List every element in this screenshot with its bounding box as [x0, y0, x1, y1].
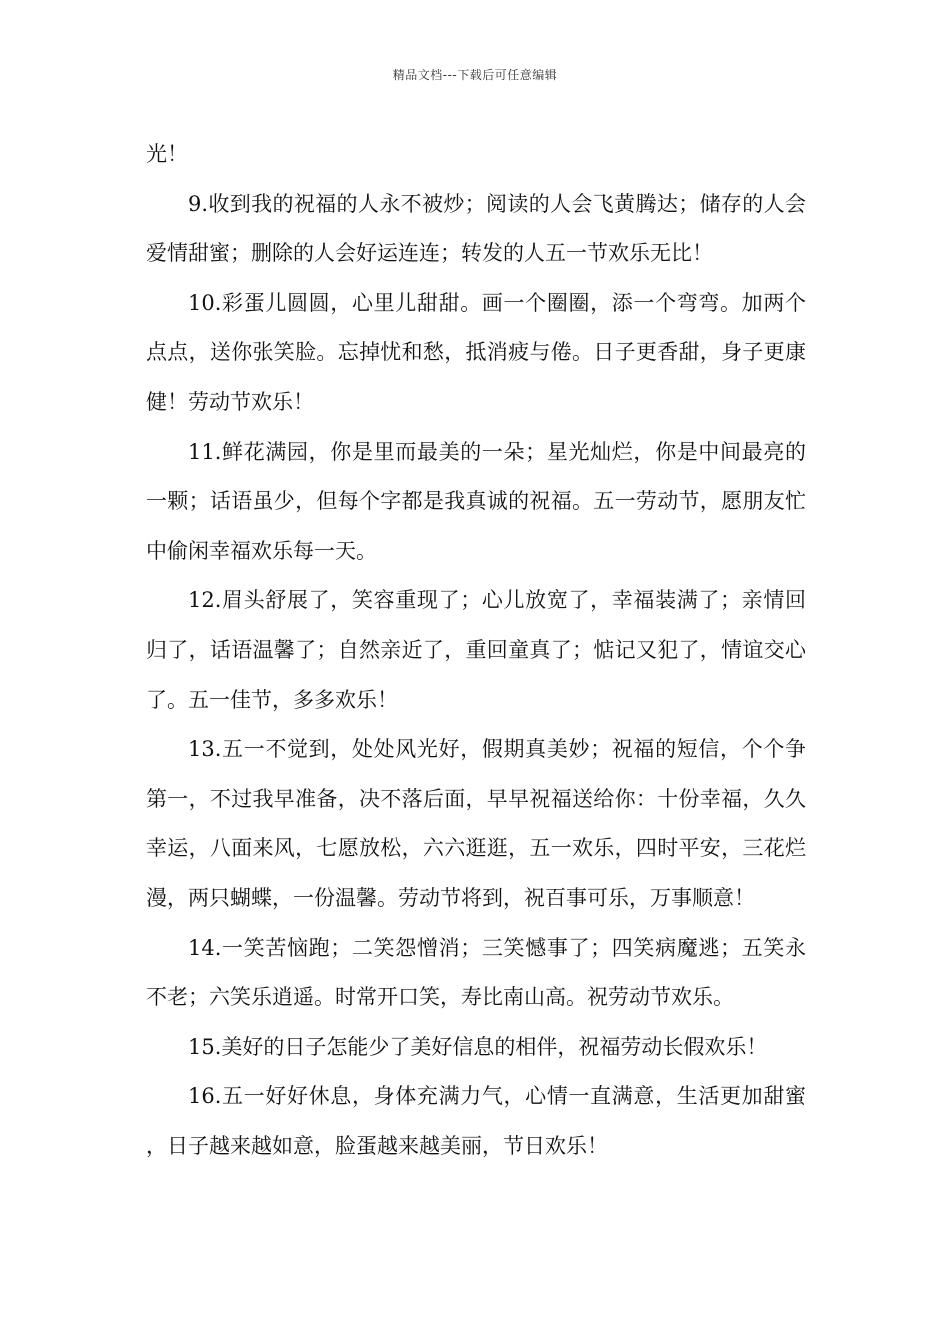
paragraph-item-9: 9.收到我的祝福的人永不被炒；阅读的人会飞黄腾达；储存的人会爱情甜蜜；删除的人会好运连连；转发的人五一节欢乐无比！ — [146, 191, 806, 266]
paragraph-item-13: 13.五一不觉到，处处风光好，假期真美妙；祝福的短信，个个争第一，不过我早准备，决不落后面，早早祝福送给你：十份幸福，久久幸运，八面来风，七愿放松，六六逛逛，五一欢乐，四时平安，三花烂漫，两只蝴蝶，一份温馨。劳动节将到，祝百事可乐，万事顺意！ — [146, 737, 806, 910]
paragraph-item-15: 15.美好的日子怎能少了美好信息的相伴，祝福劳动长假欢乐！ — [188, 1034, 768, 1059]
document-body — [146, 130, 806, 1171]
paragraph-continuation: 光！ — [146, 142, 188, 166]
paragraph-item-14: 14.一笑苦恼跑；二笑怨憎消；三笑憾事了；四笑病魔逃；五笑永不老；六笑乐逍遥。时常开口笑，寿比南山高。祝劳动节欢乐。 — [146, 935, 806, 1010]
page-header: 精品文档---下载后可任意编辑 — [392, 68, 558, 82]
paragraph-item-16: 16.五一好好休息，身体充满力气，心情一直满意，生活更加甜蜜，日子越来越如意，脸蛋越来越美丽，节日欢乐！ — [146, 1084, 806, 1158]
paragraph-item-10: 10.彩蛋儿圆圆，心里儿甜甜。画一个圈圈，添一个弯弯。加两个点点，送你张笑脸。忘掉忧和愁，抵消疲与倦。日子更香甜，身子更康健！劳动节欢乐！ — [146, 290, 806, 414]
paragraph-item-11: 11.鲜花满园，你是里而最美的一朵；星光灿烂，你是中间最亮的一颗；话语虽少，但每个字都是我真诚的祝福。五一劳动节，愿朋友忙中偷闲幸福欢乐每一天。 — [146, 439, 806, 563]
paragraph-item-12: 12.眉头舒展了，笑容重现了；心儿放宽了，幸福装满了；亲情回归了，话语温馨了；自然亲近了，重回童真了；惦记又犯了，情谊交心了。五一佳节，多多欢乐！ — [146, 588, 806, 712]
